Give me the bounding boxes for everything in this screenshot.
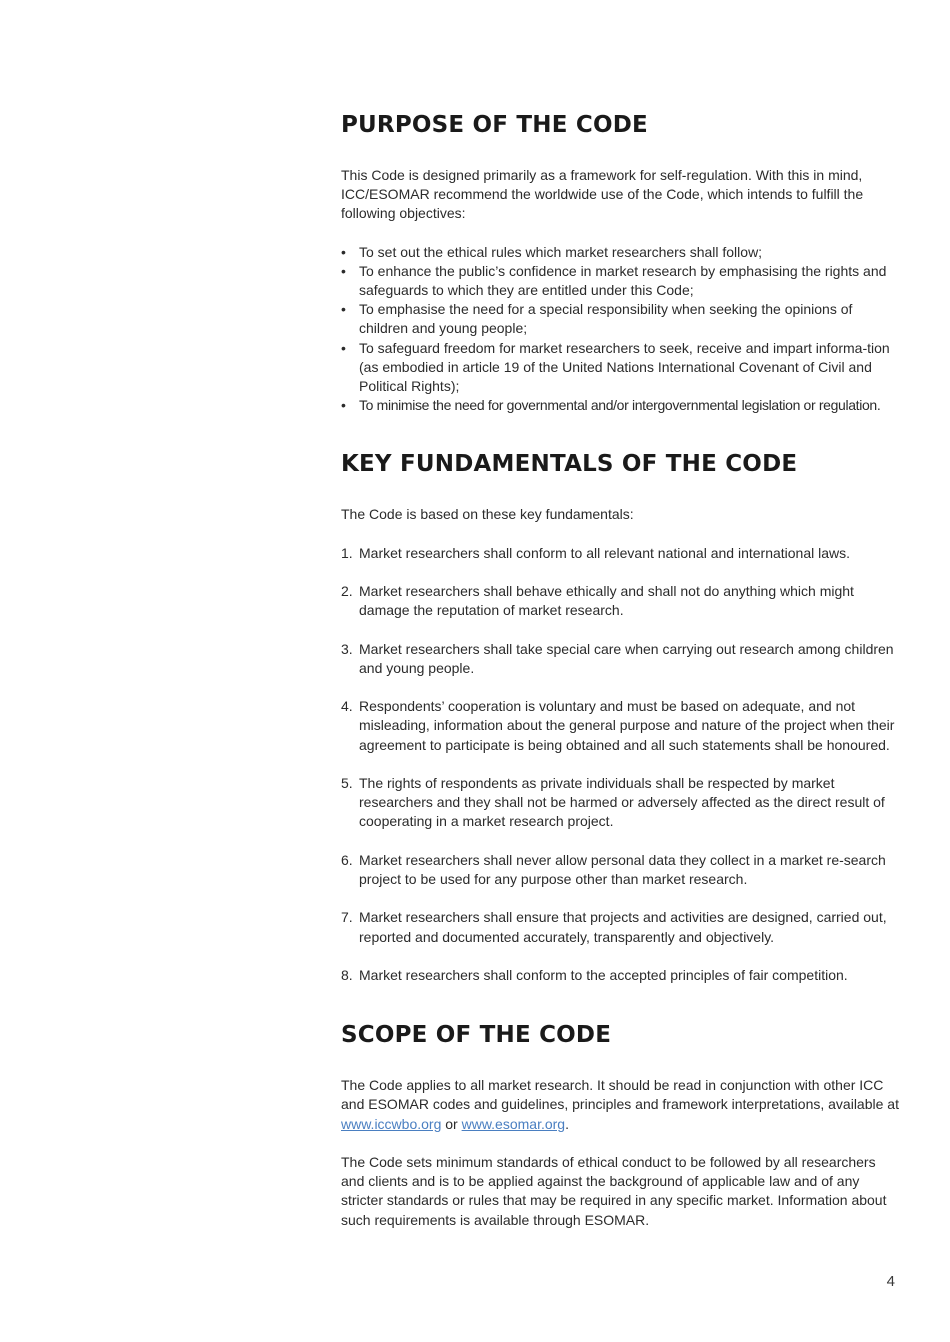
iccwbo-link[interactable]: www.iccwbo.org — [341, 1115, 442, 1132]
item-text: Market researchers shall conform to the accepted principles of fair competition. — [359, 967, 848, 983]
scope-text: or — [441, 1115, 462, 1132]
item-text: Respondents’ cooperation is voluntary and must be based on adequate, and not misleading, information about the general purpose and nature of the project when their agreement to participate is being obtained and all such statements shall be honoured. — [359, 698, 895, 753]
list-item: • To safeguard freedom for market researchers to seek, receive and impart informa-tion (as embodied in article 19 of the United Nations International Covenant of Civil and Political Rights); — [341, 339, 901, 397]
item-number: 6. — [341, 851, 353, 868]
item-text: Market researchers shall take special care when carrying out research among children and young people. — [359, 640, 894, 676]
objectives-list — [341, 243, 901, 416]
list-item — [341, 697, 901, 755]
item-number: 4. — [341, 698, 353, 715]
item-text: Market researchers shall conform to all relevant national and international laws. — [359, 544, 851, 561]
page-number: 4 — [886, 1273, 895, 1290]
item-number: 3. — [341, 640, 353, 657]
page-content — [341, 110, 901, 1230]
item-text: Market researchers shall never allow personal data they collect in a market re-search project to be used for any purpose other than market research. — [359, 851, 886, 888]
item-number: 8. — [341, 967, 353, 983]
purpose-heading: PURPOSE OF THE CODE — [341, 112, 648, 138]
list-item: • To minimise the need for governmental and/or intergovernmental legislation or regulation. — [341, 396, 901, 415]
list-item — [341, 966, 901, 985]
scope-paragraph-1 — [341, 1076, 901, 1134]
list-item — [341, 908, 901, 946]
item-number: 5. — [341, 775, 353, 792]
list-item — [341, 640, 901, 678]
item-number: 1. — [341, 544, 353, 561]
list-item: • To enhance the public’s confidence in market research by emphasising the rights and safeguards to which they are entitled under this Code; — [341, 262, 901, 300]
esomar-link[interactable]: www.esomar.org — [461, 1115, 566, 1132]
scope-text: The Code applies to all market research. It should be read in conjunction with other ICC and ESOMAR codes and guidelines, principles and framework interpretations, available at — [341, 1077, 899, 1113]
purpose-intro: This Code is designed primarily as a framework for self-regulation. With this in mind, ICC/ESOMAR recommend the worldwide use of the Code, which intends to fulfill the following objectives: — [341, 167, 864, 222]
item-text: Market researchers shall ensure that projects and activities are designed, carried out, reported and documented accurately, transparently and objectively. — [359, 909, 887, 945]
list-item — [341, 544, 901, 563]
scope-paragraph-2: The Code sets minimum standards of ethical conduct to be followed by all researchers and clients and is to be applied against the background of applicable law and of any stricter standards or rules that may be required in any specific market. Information about such requirements is available through ESOMAR. — [341, 1154, 887, 1228]
list-item: • To emphasise the need for a special responsibility when seeking the opinions of children and young people; — [341, 300, 901, 338]
item-number: 7. — [341, 909, 353, 926]
list-item — [341, 851, 901, 889]
fundamentals-heading: KEY FUNDAMENTALS OF THE CODE — [341, 451, 798, 478]
list-item — [341, 582, 901, 620]
scope-text: . — [565, 1115, 569, 1132]
fundamentals-list — [341, 544, 901, 986]
list-item — [341, 774, 901, 832]
scope-heading: SCOPE OF THE CODE — [341, 1022, 612, 1049]
item-text: Market researchers shall behave ethically and shall not do anything which might damage the reputation of market research. — [359, 583, 854, 619]
item-number: 2. — [341, 583, 353, 600]
fundamentals-intro: The Code is based on these key fundamentals: — [341, 506, 634, 523]
list-item: • To set out the ethical rules which market researchers shall follow; — [341, 243, 901, 262]
item-text: The rights of respondents as private individuals shall be respected by market researchers and they shall not be harmed or adversely affected as the direct result of cooperating in a market research project. — [359, 775, 885, 830]
